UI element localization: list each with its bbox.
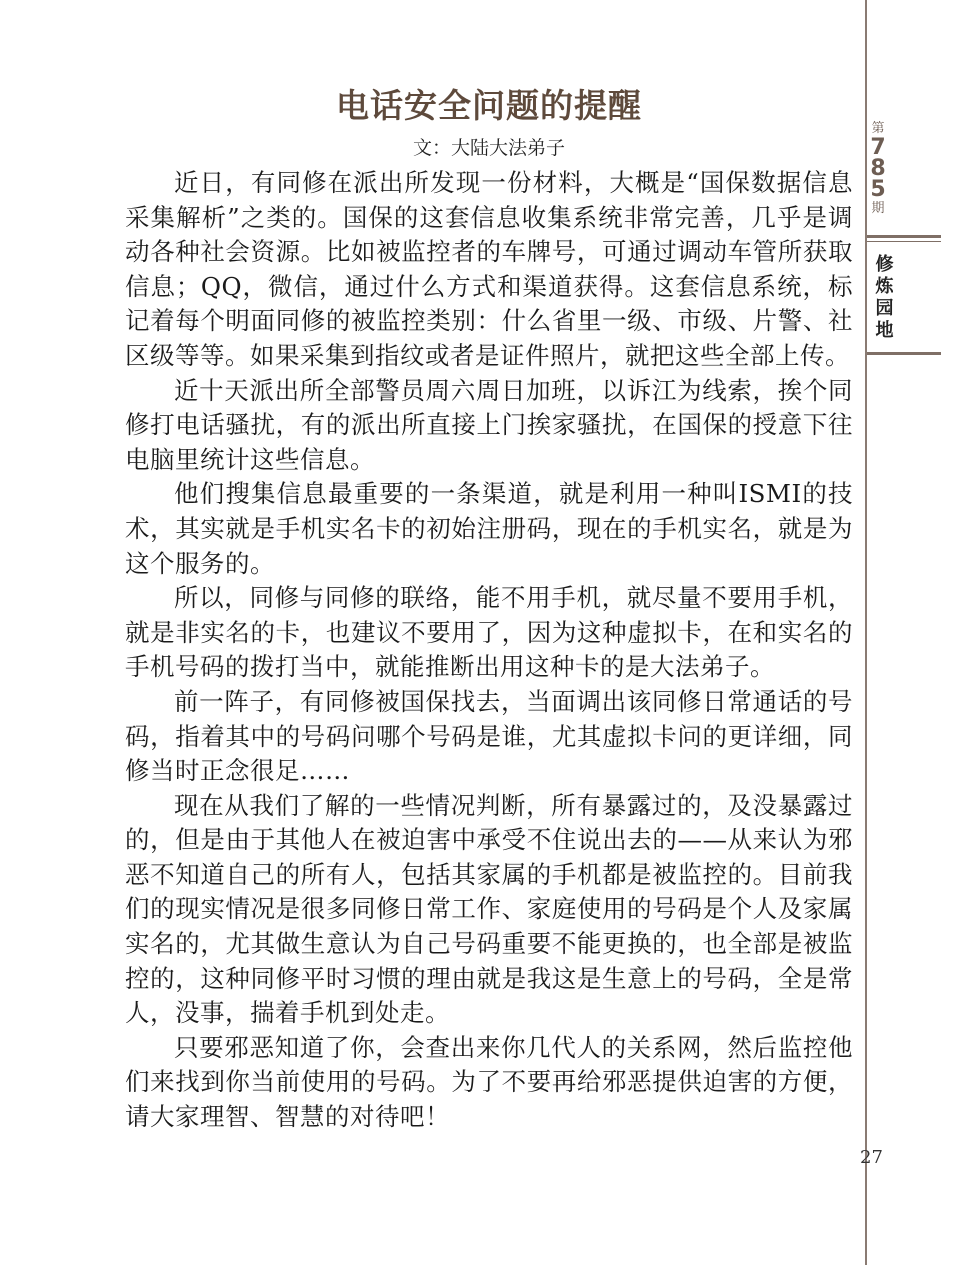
article-byline: 文：大陆大法弟子 — [412, 137, 565, 159]
section-char: 炼 — [875, 276, 894, 297]
section-char: 园 — [875, 298, 894, 319]
divider — [867, 235, 941, 238]
section-label — [867, 254, 902, 342]
section-char: 地 — [875, 320, 894, 341]
side-margin — [865, 0, 978, 1265]
paragraph: 近日，有同修在派出所发现一份材料，大概是“国保数据信息采集解析”之类的。国保的这套信息收集系统非常完善，几乎是调动各种社会资源。比如被监控者的车牌号，可通过调动车管所获取信息；QQ，微信，通过什么方式和渠道获得。这套信息系统，标记着每个明面同修的被监控类别：什么省里一级、市级、片警、社区级等等。如果采集到指纹或者是证件照片，就把这些全部上传。 — [125, 168, 853, 370]
paragraph: 他们搜集信息最重要的一条渠道，就是利用一种叫ISMI的技术，其实就是手机实名卡的初始注册码，现在的手机实名，就是为这个服务的。 — [125, 479, 853, 578]
divider — [867, 352, 941, 355]
paragraph: 只要邪恶知道了你，会查出来你几代人的关系网，然后监控他们来找到你当前使用的号码。为了不要再给邪恶提供迫害的方便，请大家理智、智慧的对待吧！ — [125, 1032, 853, 1132]
issue-label — [867, 120, 889, 217]
paragraph: 现在从我们了解的一些情况判断，所有暴露过的，及没暴露过的，但是由于其他人在被迫害中承受不住说出去的——从来认为邪恶不知道自己的所有人，包括其家属的手机都是被监控的。目前我们的现实情况是很多同修日常工作、家庭使用的号码是个人及家属实名的，尤其做生意认为自己号码重要不能更换的，也全部是被监控的，这种同修平时习惯的理由就是我这是生意上的号码，全是常人，没事，揣着手机到处走。 — [125, 790, 853, 1028]
issue-suffix: 期 — [871, 201, 885, 216]
divider — [867, 241, 941, 242]
issue-digit: 5 — [870, 177, 886, 202]
article-title: 电话安全问题的提醒 — [336, 86, 642, 125]
article — [125, 84, 853, 1135]
issue-prefix: 第 — [871, 121, 885, 136]
paragraph: 所以，同修与同修的联络，能不用手机，就尽量不要用手机，就是非实名的卡，也建议不要用了，因为这种虚拟卡，在和实名的手机号码的拨打当中，就能推断出用这种卡的是大法弟子。 — [125, 583, 853, 682]
paragraph: 近十天派出所全部警员周六周日加班，以诉江为线索，挨个同修打电话骚扰，有的派出所直接上门挨家骚扰，在国保的授意下往电脑里统计这些信息。 — [125, 375, 853, 474]
issue-digit: 8 — [870, 156, 886, 181]
section-char: 修 — [875, 254, 894, 275]
paragraph: 前一阵子，有同修被国保找去，当面调出该同修日常通话的号码，指着其中的号码问哪个号码是谁，尤其虚拟卡问的更详细，同修当时正念很足…… — [125, 686, 853, 786]
issue-digit: 7 — [870, 135, 886, 160]
page-number: 27 — [860, 1147, 883, 1168]
